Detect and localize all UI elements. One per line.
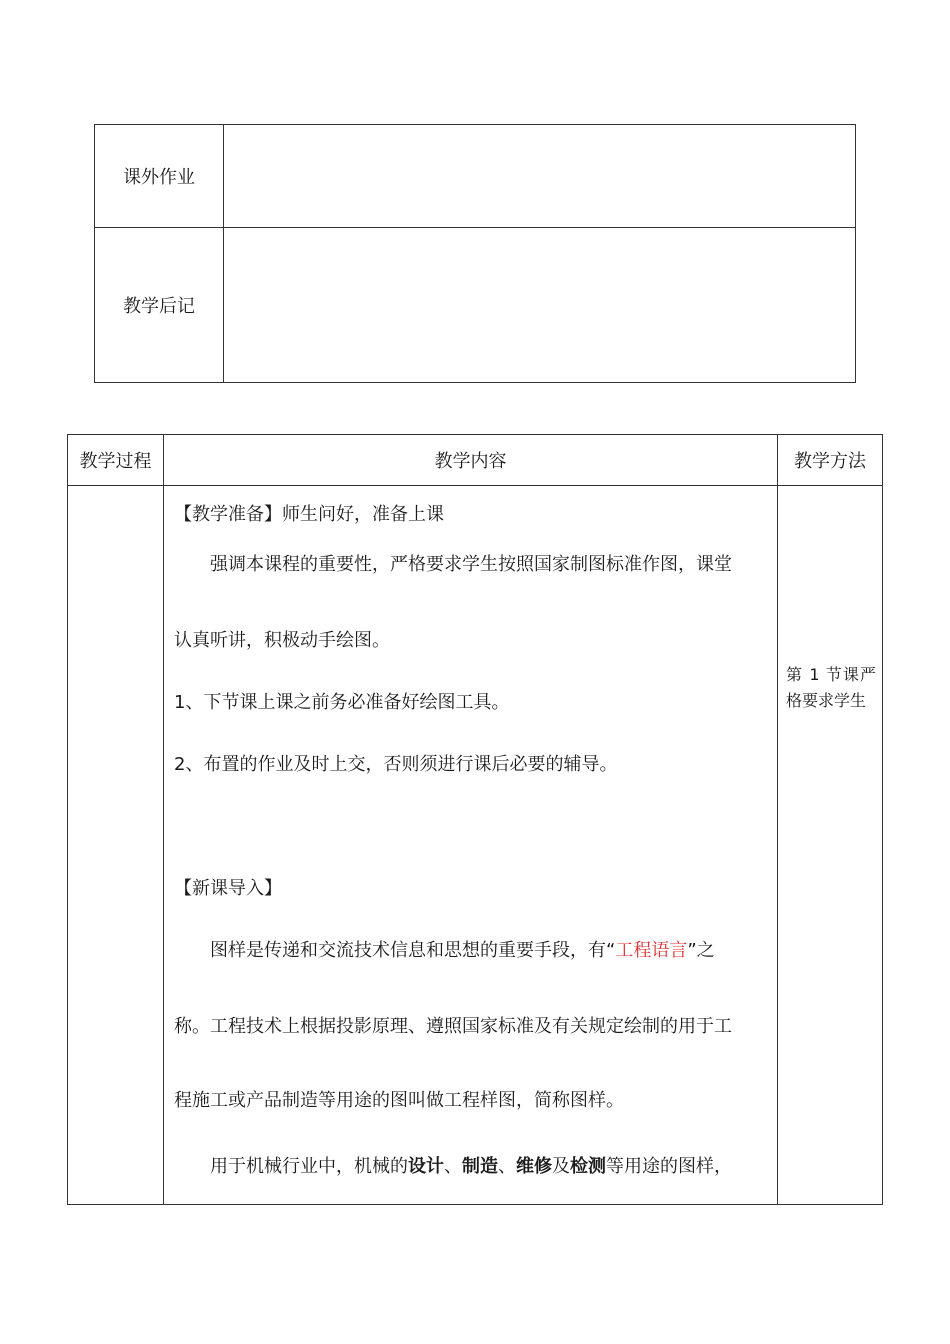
teaching-notes-cell [224, 228, 856, 383]
maintenance-term: 维修 [516, 1156, 552, 1177]
header-content: 教学内容 [164, 435, 778, 486]
para3-sep2: 、 [498, 1156, 516, 1177]
intro-heading: 【新课导入】 [174, 878, 282, 899]
para3-line1 [210, 1152, 732, 1178]
para3-post: 等用途的图样， [606, 1156, 732, 1177]
item-1: 1、下节课上课之前务必准备好绘图工具。 [174, 692, 510, 713]
homework-label: 课外作业 [95, 125, 224, 228]
para1-line1: 强调本课程的重要性，严格要求学生按照国家制图标准作图，课堂 [210, 554, 732, 575]
header-method: 教学方法 [778, 435, 883, 486]
process-cell [68, 486, 164, 1205]
method-text: 第 1 节课严格要求学生 [786, 665, 876, 710]
para1-line2: 认真听讲，积极动手绘图。 [174, 630, 390, 651]
header-process: 教学过程 [68, 435, 164, 486]
para3-pre: 用于机械行业中，机械的 [210, 1156, 408, 1177]
para3-sep1: 、 [444, 1156, 462, 1177]
method-cell [778, 486, 883, 1205]
inspection-term: 检测 [570, 1156, 606, 1177]
design-term: 设计 [408, 1156, 444, 1177]
teaching-notes-label: 教学后记 [95, 228, 224, 383]
prep-heading: 【教学准备】师生问好，准备上课 [174, 504, 444, 525]
para2-line3: 程施工或产品制造等用途的图叫做工程样图，简称图样。 [174, 1090, 624, 1111]
para3-sep3: 及 [552, 1156, 570, 1177]
para2-line1 [210, 936, 715, 962]
homework-cell [224, 125, 856, 228]
lesson-table [67, 434, 883, 1205]
para2-line1-post: ”之 [687, 940, 715, 961]
para2-line1-pre: 图样是传递和交流技术信息和思想的重要手段，有“ [210, 940, 616, 961]
top-table [94, 124, 856, 383]
engineering-language-highlight: 工程语言 [615, 940, 688, 961]
item-2: 2、布置的作业及时上交，否则须进行课后必要的辅导。 [174, 754, 618, 775]
content-cell [164, 486, 778, 1205]
para2-line2: 称。工程技术上根据投影原理、遵照国家标准及有关规定绘制的用于工 [174, 1016, 732, 1037]
manufacture-term: 制造 [462, 1156, 498, 1177]
